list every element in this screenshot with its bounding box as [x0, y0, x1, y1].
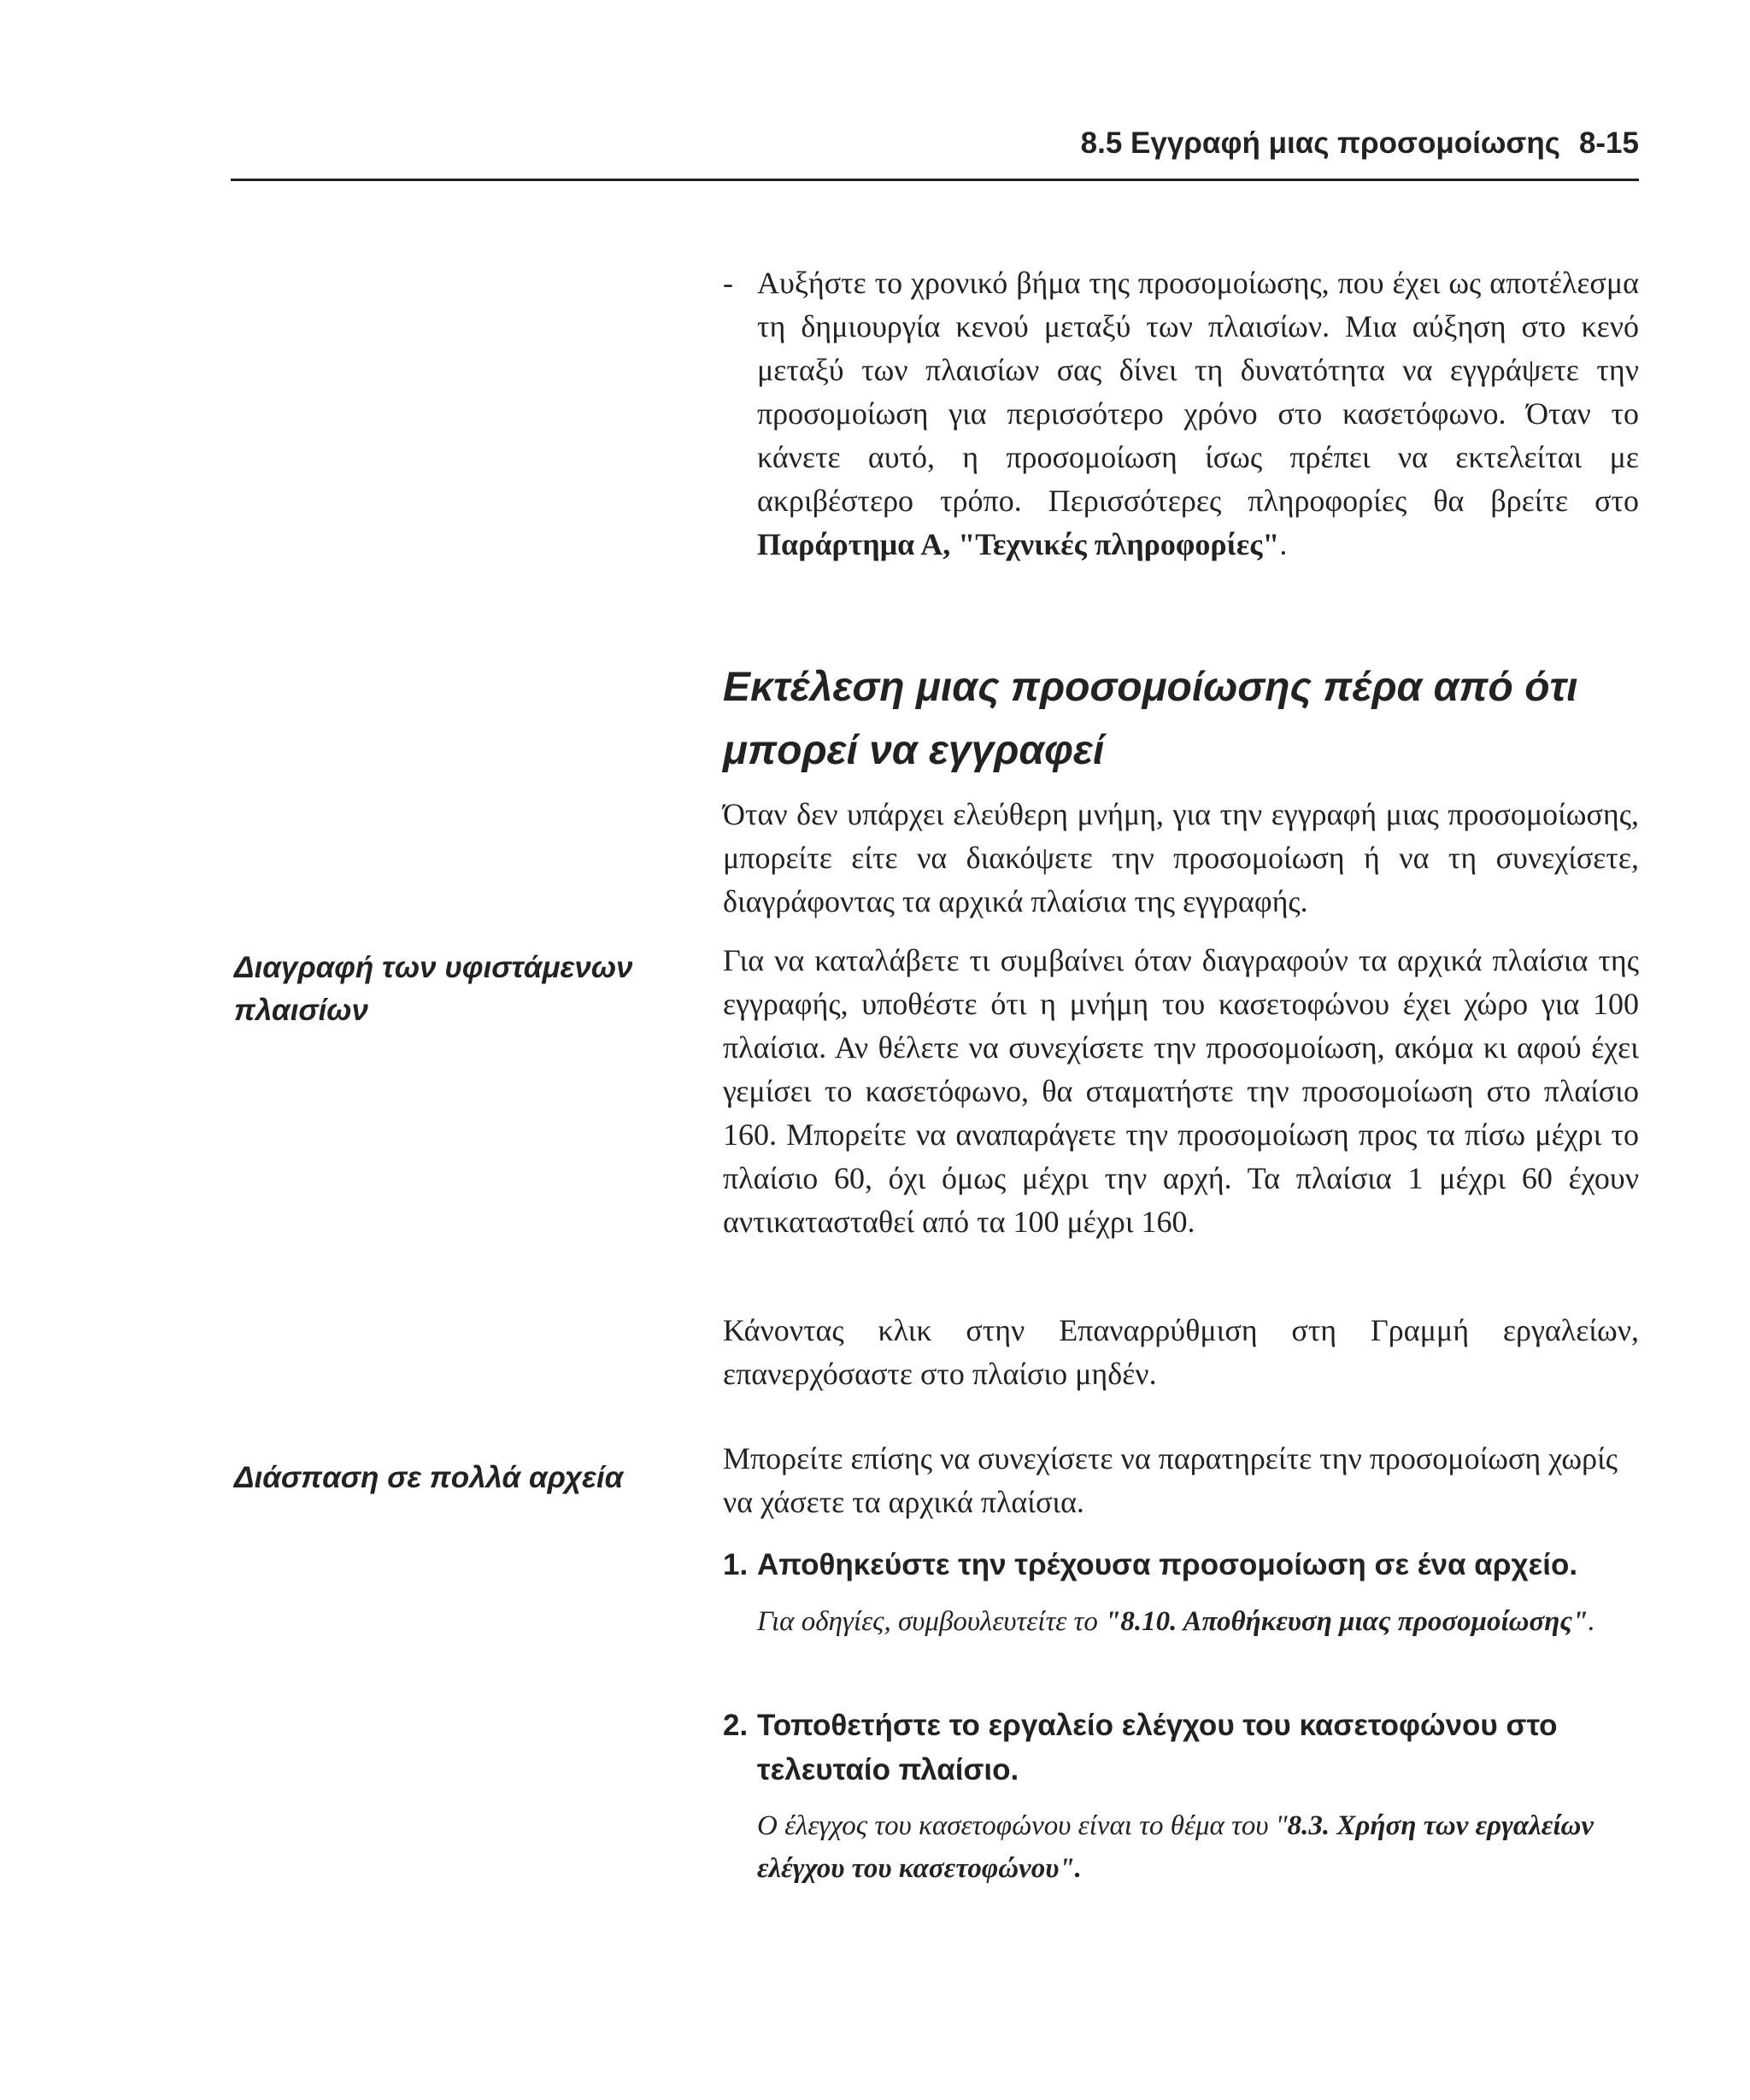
- section-title: Εκτέλεση μιας προσομοίωσης πέρα από ότι μπορεί να εγγραφεί: [723, 665, 1578, 773]
- margin-heading-overwrite: Διαγραφή των υφιστάμενων πλαισίων: [234, 951, 633, 1027]
- bullet-text: [757, 261, 1639, 566]
- running-header: [1081, 126, 1639, 161]
- bullet-end: .: [1279, 527, 1288, 561]
- note-prefix: Για οδηγίες, συμβουλευτείτε το: [757, 1606, 1106, 1637]
- margin-heading-split: Διάσπαση σε πολλά αρχεία: [234, 1461, 624, 1494]
- page-number: 8-15: [1578, 126, 1639, 160]
- note-prefix: Ο έλεγχος του κασετοφώνου είναι το θέμα του ": [757, 1810, 1288, 1841]
- step-number: 1.: [723, 1548, 749, 1581]
- bullet-item: [723, 261, 1639, 566]
- step-1-note: [757, 1600, 1637, 1643]
- header-rule: [231, 179, 1639, 181]
- step-2-note: [757, 1804, 1637, 1890]
- step-number: 2.: [723, 1709, 749, 1742]
- step-text: Τοποθετήστε το εργαλείο ελέγχου του κασετοφώνου στο τελευταίο πλαίσιο.: [757, 1709, 1558, 1786]
- step-1: [723, 1543, 1639, 1587]
- reset-paragraph: Κάνοντας κλικ στην Επαναρρύθμιση στη Γραμμή εργαλείων, επανερχόσαστε στο πλαίσιο μηδέν.: [723, 1313, 1639, 1391]
- split-paragraph: Μπορείτε επίσης να συνεχίσετε να παρατηρείτε την προσομοίωση χωρίς να χάσετε τα αρχικά πλαίσια.: [723, 1441, 1618, 1519]
- appendix-reference: Παράρτημα Α, "Τεχνικές πληροφορίες": [757, 527, 1280, 561]
- note-reference: 8.3. Χρήση των εργαλείων ελέγχου του κασετοφώνου".: [757, 1810, 1594, 1884]
- step-2: [723, 1704, 1639, 1792]
- intro-paragraph: Όταν δεν υπάρχει ελεύθερη μνήμη, για την εγγραφή μιας προσομοίωσης, μπορείτε είτε να διακόψετε την προσομοίωση ή να τη συνεχίσετε, διαγράφοντας τα αρχικά πλαίσια της εγγραφής.: [723, 797, 1639, 918]
- overwrite-paragraph: Για να καταλάβετε τι συμβαίνει όταν διαγραφούν τα αρχικά πλαίσια της εγγραφής, υποθέστε ότι η μνήμη του κασετοφώνου έχει χώρο για 100 πλαίσια. Αν θέλετε να συνεχίσετε την προσομοίωση, ακόμα κι αφού έχει γεμίσει το κασετόφωνο, θα σταματήστε την προσομοίωση στο πλαίσιο 160. Μπορείτε να αναπαράγετε την προσομοίωση προς τα πίσω μέχρι το πλαίσιο 60, όχι όμως μέχρι την αρχή. Τα πλαίσια 1 μέχρι 60 έχουν αντικατασταθεί από τα 100 μέχρι 160.: [723, 943, 1639, 1239]
- step-text: Αποθηκεύστε την τρέχουσα προσομοίωση σε ένα αρχείο.: [757, 1548, 1578, 1581]
- bullet-body: Αυξήστε το χρονικό βήμα της προσομοίωσης, που έχει ως αποτέλεσμα τη δημιουργία κενού μεταξύ των πλαισίων. Μια αύξηση στο κενό μεταξύ των πλαισίων σας δίνει τη δυνατότητα να εγγράψετε την προσομοίωση για περισσότερο χρόνο στο κασετόφωνο. Όταν το κάνετε αυτό, η προσομοίωση ίσως πρέπει να εκτελείται με ακριβέστερο τρόπο. Περισσότερες πληροφορίες θα βρείτε στο: [757, 266, 1639, 518]
- note-suffix: .: [1588, 1606, 1595, 1637]
- note-reference: "8.10. Αποθήκευση μιας προσομοίωσης": [1105, 1606, 1589, 1637]
- bullet-dash: -: [723, 266, 733, 300]
- section-header-title: 8.5 Εγγραφή μιας προσομοίωσης: [1080, 126, 1560, 160]
